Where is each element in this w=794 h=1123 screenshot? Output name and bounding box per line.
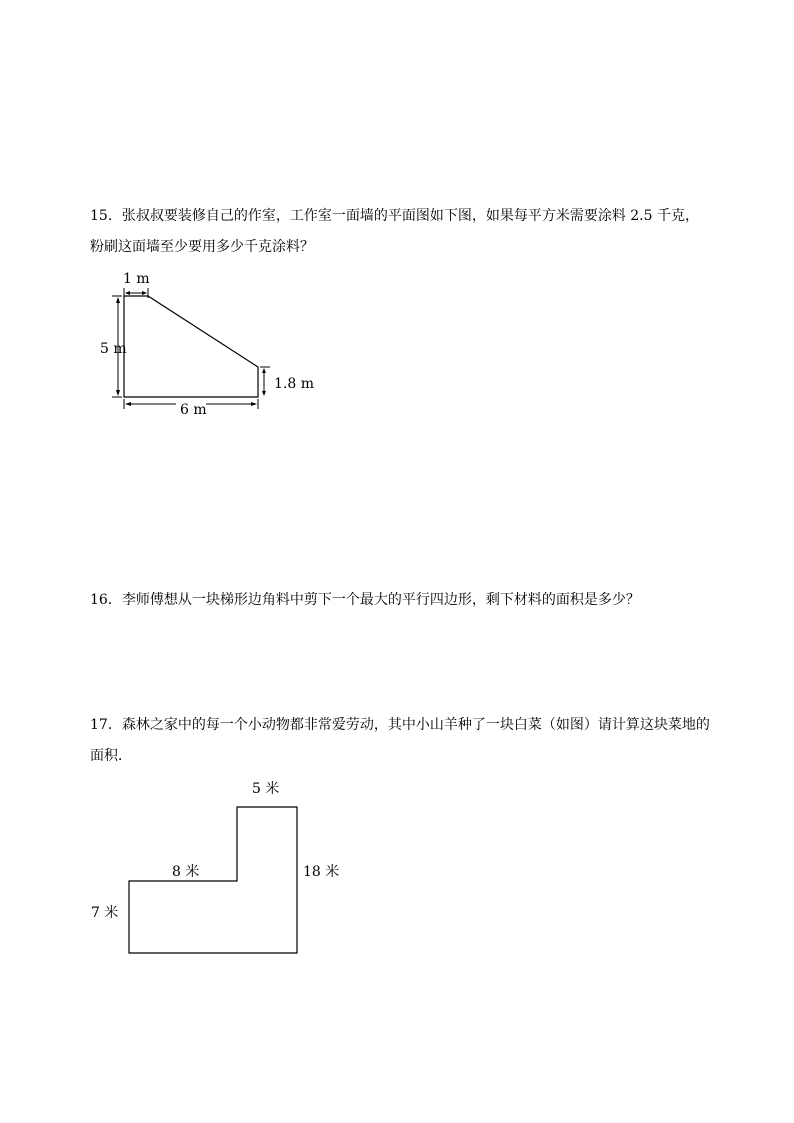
question-text: 森林之家中的每一个小动物都非常爱劳动，其中小山羊种了一块白菜（如图）请计算这块菜地的面积． xyxy=(90,717,710,764)
question-number: 17． xyxy=(90,717,122,733)
label-bottom: 6 m xyxy=(180,402,207,416)
question-16 xyxy=(90,585,710,616)
label-right: 1.8 m xyxy=(274,376,314,392)
label-left: 7 米 xyxy=(91,905,119,921)
question-number: 16． xyxy=(90,592,122,608)
field-outline xyxy=(129,807,297,953)
question-text: 李师傅想从一块梯形边角料中剪下一个最大的平行四边形，剩下材料的面积是多少？ xyxy=(121,592,640,608)
label-inner: 8 米 xyxy=(172,864,200,880)
wall-trapezoid-figure xyxy=(90,266,330,416)
question-15 xyxy=(90,201,710,263)
label-top: 1 m xyxy=(123,271,150,287)
question-text: 张叔叔要装修自己的作室，工作室一面墙的平面图如下图，如果每平方米需要涂料 2.5 千克，粉刷这面墙至少要用多少千克涂料？ xyxy=(90,208,699,255)
trapezoid-outline xyxy=(124,296,258,397)
label-right: 18 米 xyxy=(303,864,340,880)
question-17 xyxy=(90,710,710,772)
label-top: 5 米 xyxy=(252,781,280,797)
cabbage-field-figure xyxy=(80,770,360,960)
label-left: 5 m xyxy=(100,341,127,357)
question-number: 15． xyxy=(90,208,122,224)
